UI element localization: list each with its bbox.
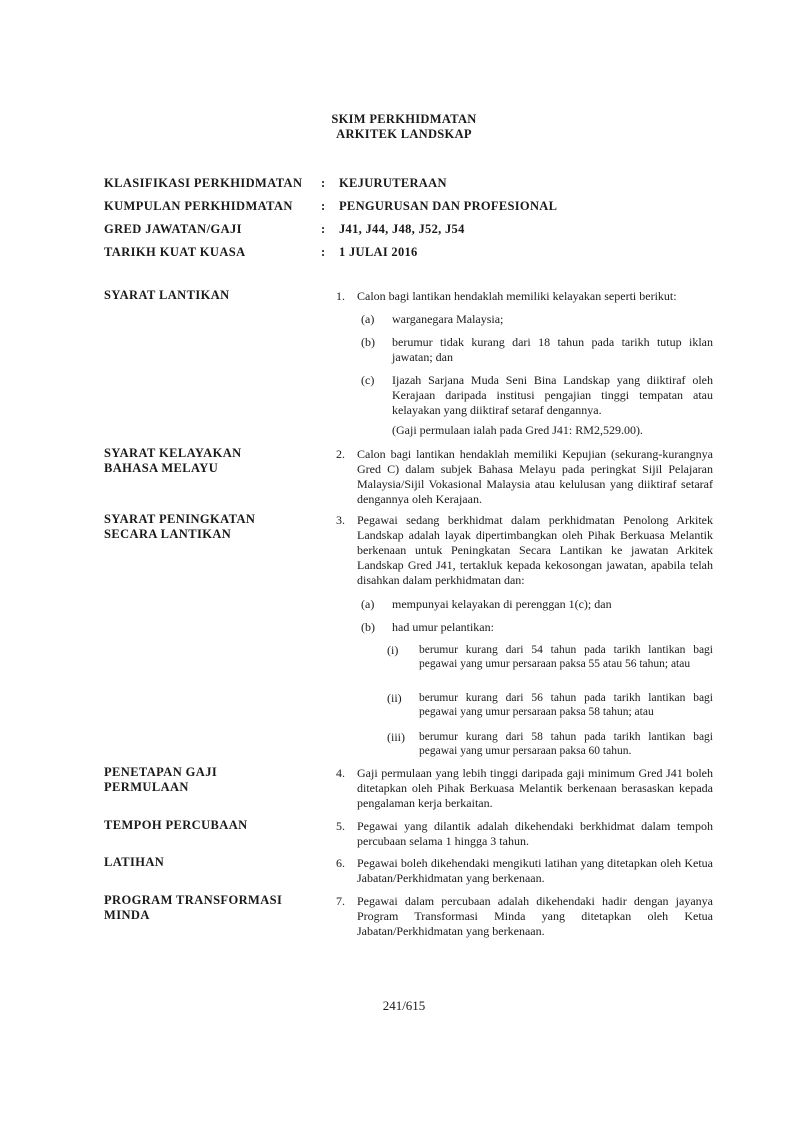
- section-number: 7.: [336, 894, 345, 908]
- section-label-latihan: LATIHAN: [104, 855, 165, 869]
- section-label-line: SYARAT KELAYAKAN: [104, 446, 242, 460]
- item-text: had umur pelantikan:: [392, 620, 494, 634]
- salary-note: (Gaji permulaan ialah pada Gred J41: RM2,529.00).: [392, 423, 643, 437]
- section-label-gaji-permulaan: [104, 765, 304, 795]
- item-mark: (b): [361, 620, 375, 634]
- subitem-mark: (iii): [387, 730, 405, 744]
- section-label-line: BAHASA MELAYU: [104, 461, 219, 475]
- section-text-gaji-permulaan: Gaji permulaan yang lebih tinggi daripada gaji minimum Gred J41 boleh ditetapkan oleh Pihak Berkuasa Melantik berkenaan berasaskan kepada pengalaman kerja berkaitan.: [357, 766, 713, 810]
- section-label-bahasa-melayu: [104, 446, 304, 476]
- section-number: 6.: [336, 856, 345, 870]
- header-label-klasifikasi: KLASIFIKASI PERKHIDMATAN: [104, 176, 303, 190]
- document-title: SKIM PERKHIDMATAN: [331, 112, 477, 126]
- header-value-tarikh: 1 JULAI 2016: [339, 245, 418, 259]
- subitem-mark: (ii): [387, 691, 402, 705]
- section-text-peningkatan: Pegawai sedang berkhidmat dalam perkhidmatan Penolong Arkitek Landskap adalah layak dipertimbangkan oleh Pihak Berkuasa Melantik berkenaan untuk Peningkatan Secara Lantikan ke jawatan Arkitek Landskap Gred J41, tertakluk kepada kekosongan jawatan, apabila telah disahkan dalam perkhidmatan dan:: [357, 513, 713, 587]
- section-number: 1.: [336, 289, 345, 303]
- item-text: berumur tidak kurang dari 18 tahun pada tarikh tutup iklan jawatan; dan: [392, 335, 713, 364]
- subitem-mark: (i): [387, 643, 399, 657]
- item-mark: (a): [361, 312, 375, 326]
- section-label-line: PROGRAM TRANSFORMASI: [104, 893, 283, 907]
- section-label-line: MINDA: [104, 908, 150, 922]
- section-label-line: PENETAPAN GAJI: [104, 765, 218, 779]
- header-label-gred: GRED JAWATAN/GAJI: [104, 222, 242, 236]
- section-number: 5.: [336, 819, 345, 833]
- section-label-peningkatan: [104, 512, 304, 542]
- section-text-bahasa-melayu: Calon bagi lantikan hendaklah memiliki Kepujian (sekurang-kurangnya Gred C) dalam subjek Bahasa Melayu pada peringkat Sijil Pelajaran Malaysia/Sijil Vokasional Malaysia atau kelulusan yang diiktiraf setaraf dengannya oleh Kerajaan.: [357, 447, 713, 506]
- document-subtitle: ARKITEK LANDSKAP: [336, 127, 472, 141]
- section-label-transformasi: [104, 893, 304, 923]
- header-label-kumpulan: KUMPULAN PERKHIDMATAN: [104, 199, 293, 213]
- item-text: warganegara Malaysia;: [392, 312, 504, 326]
- subitem-text: berumur kurang dari 56 tahun pada tarikh lantikan bagi pegawai yang umur persaraan paksa 58 tahun; atau: [419, 692, 713, 718]
- section-label-line: SYARAT PENINGKATAN: [104, 512, 256, 526]
- section-label-line: PERMULAAN: [104, 780, 189, 794]
- subitem-text: berumur kurang dari 58 tahun pada tarikh lantikan bagi pegawai yang umur persaraan paksa 60 tahun.: [419, 731, 713, 757]
- item-text: mempunyai kelayakan di perenggan 1(c); dan: [392, 597, 612, 611]
- header-colon: :: [321, 176, 326, 190]
- item-mark: (a): [361, 597, 375, 611]
- section-label-syarat-lantikan: SYARAT LANTIKAN: [104, 288, 230, 302]
- subitem-text: berumur kurang dari 54 tahun pada tarikh lantikan bagi pegawai yang umur persaraan paksa 55 atau 56 tahun; atau: [419, 644, 713, 670]
- header-label-tarikh: TARIKH KUAT KUASA: [104, 245, 246, 259]
- header-colon: :: [321, 222, 326, 236]
- section-text-syarat-lantikan: Calon bagi lantikan hendaklah memiliki kelayakan seperti berikut:: [357, 289, 677, 303]
- section-label-line: SECARA LANTIKAN: [104, 527, 232, 541]
- section-text-transformasi: Pegawai dalam percubaan adalah dikehendaki hadir dengan jayanya Program Transformasi Minda yang ditetapkan oleh Ketua Jabatan/Perkhidmatan yang berkenaan.: [357, 894, 713, 938]
- section-number: 3.: [336, 513, 345, 527]
- section-text-latihan: Pegawai boleh dikehendaki mengikuti latihan yang ditetapkan oleh Ketua Jabatan/Perkhidmatan yang berkenaan.: [357, 856, 713, 885]
- header-value-gred: J41, J44, J48, J52, J54: [339, 222, 465, 236]
- header-value-kumpulan: PENGURUSAN DAN PROFESIONAL: [339, 199, 558, 213]
- section-text-percubaan: Pegawai yang dilantik adalah dikehendaki berkhidmat dalam tempoh percubaan selama 1 hingga 3 tahun.: [357, 819, 713, 848]
- page-number: 241/615: [382, 998, 426, 1013]
- header-colon: :: [321, 199, 326, 213]
- header-value-klasifikasi: KEJURUTERAAN: [339, 176, 447, 190]
- item-text: Ijazah Sarjana Muda Seni Bina Landskap yang diiktiraf oleh Kerajaan daripada institusi pengajian tinggi tempatan atau kelayakan yang diiktiraf setaraf dengannya.: [392, 373, 713, 417]
- section-number: 4.: [336, 766, 345, 780]
- item-mark: (c): [361, 373, 375, 387]
- section-number: 2.: [336, 447, 345, 461]
- section-label-percubaan: TEMPOH PERCUBAAN: [104, 818, 248, 832]
- item-mark: (b): [361, 335, 375, 349]
- header-colon: :: [321, 245, 326, 259]
